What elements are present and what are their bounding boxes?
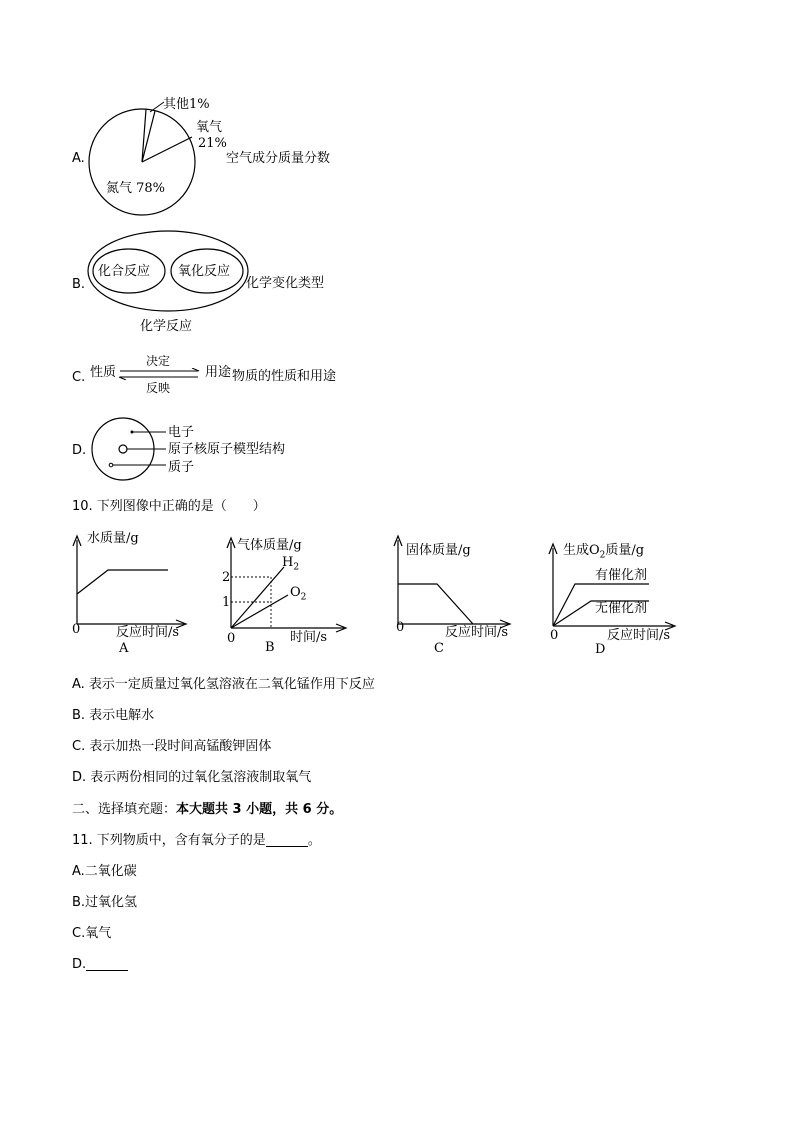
proton-dot bbox=[109, 463, 113, 467]
question-11-stem bbox=[72, 834, 321, 847]
option-b-letter: B. bbox=[72, 277, 86, 292]
graph-c-letter: C bbox=[434, 641, 444, 656]
pie-leader-other bbox=[150, 102, 164, 112]
option-d-blank[interactable] bbox=[86, 958, 128, 971]
label-oxidation-reaction: 氧化反应 bbox=[178, 264, 231, 279]
question-11-stem-post: 。 bbox=[307, 833, 321, 848]
graph-d-letter: D bbox=[595, 642, 606, 657]
label-reflects: 反映 bbox=[146, 381, 171, 395]
pie-label-nitrogen: 氮气 78% bbox=[106, 181, 166, 196]
pie-label-other: 其他1% bbox=[163, 97, 210, 112]
graph-b-line-o2 bbox=[231, 595, 288, 628]
pie-line-oxygen bbox=[142, 137, 192, 162]
label-decides: 决定 bbox=[146, 354, 171, 368]
label-use: 用途 bbox=[205, 365, 232, 380]
graph-a-letter: A bbox=[119, 641, 129, 656]
graph-b-ytick-1: 1 bbox=[222, 595, 231, 610]
pie-label-oxygen-pct: 21% bbox=[198, 136, 227, 151]
label-proton: 质子 bbox=[168, 460, 195, 475]
graph-b-ytick-2: 2 bbox=[222, 570, 231, 585]
label-electron: 电子 bbox=[168, 425, 195, 440]
section-2-heading bbox=[72, 803, 342, 816]
graph-b-line-h2 bbox=[231, 567, 284, 628]
label-property: 性质 bbox=[90, 365, 117, 380]
graph-b-ylabel: 气体质量/g bbox=[237, 538, 302, 553]
graph-a-curve bbox=[77, 570, 168, 594]
nucleus-circle bbox=[119, 445, 127, 453]
graph-c-curve bbox=[398, 584, 473, 624]
graph-b-o2-label bbox=[290, 586, 306, 603]
label-nucleus: 原子核 bbox=[168, 442, 208, 457]
graph-a-xlabel: 反应时间/s bbox=[116, 625, 180, 640]
section-2-bold: 本大题共 3 小题，共 6 分。 bbox=[176, 802, 343, 817]
graph-c-xlabel: 反应时间/s bbox=[445, 625, 509, 640]
section-2-prefix: 二、选择填充题： bbox=[72, 802, 177, 817]
graph-c-ylabel: 固体质量/g bbox=[406, 543, 471, 558]
question-11-option-d-letter: D. bbox=[72, 957, 87, 972]
label-combination-reaction: 化合反应 bbox=[98, 264, 151, 279]
question-11-stem-pre: 11. 下列物质中，含有氧分子的是 bbox=[72, 833, 266, 848]
air-composition-pie bbox=[80, 92, 240, 222]
graph-d-ylabel-post: 质量/g bbox=[605, 543, 645, 558]
question-11-option-b: B.过氧化氢 bbox=[72, 895, 138, 910]
option-d-caption: 原子模型结构 bbox=[207, 442, 286, 457]
atom-model-diagram bbox=[88, 416, 168, 482]
graph-d-ylabel-sub: 2 bbox=[599, 550, 606, 561]
option-a-letter: A. bbox=[72, 151, 85, 166]
graph-d-label-no-catalyst: 无催化剂 bbox=[595, 601, 648, 616]
graph-d-xlabel: 反应时间/s bbox=[607, 628, 671, 643]
graph-d-ylabel bbox=[563, 544, 644, 561]
pie-label-oxygen-name: 氧气 bbox=[196, 120, 223, 135]
option-c-caption: 物质的性质和用途 bbox=[232, 369, 337, 384]
graph-b-h2-sub: 2 bbox=[293, 562, 300, 573]
graph-b-h2-text: H bbox=[282, 555, 294, 570]
question-10-option-b: B. 表示电解水 bbox=[72, 708, 155, 723]
answer-blank[interactable] bbox=[266, 834, 308, 847]
question-10-option-a: A. 表示一定质量过氧化氢溶液在二氧化锰作用下反应 bbox=[72, 677, 375, 692]
question-11-option-d bbox=[72, 958, 128, 971]
graph-b-origin: 0 bbox=[227, 631, 236, 646]
graph-d-ylabel-pre: 生成O bbox=[563, 543, 600, 558]
question-11-option-a: A.二氧化碳 bbox=[72, 864, 137, 879]
question-11-option-c: C.氧气 bbox=[72, 926, 112, 941]
graph-a-origin: 0 bbox=[72, 622, 81, 637]
graph-b-o2-sub: 2 bbox=[300, 592, 307, 603]
question-10-option-d: D. 表示两份相同的过氧化氢溶液制取氧气 bbox=[72, 770, 312, 785]
option-b-caption: 化学变化类型 bbox=[246, 276, 325, 291]
question-10-option-c: C. 表示加热一段时间高锰酸钾固体 bbox=[72, 739, 272, 754]
graph-b-o2-text: O bbox=[290, 585, 301, 600]
graph-b-xlabel: 时间/s bbox=[290, 630, 328, 645]
question-10-stem: 10. 下列图像中正确的是（ ） bbox=[72, 499, 266, 514]
option-a-caption: 空气成分质量分数 bbox=[226, 151, 331, 166]
graph-d-origin: 0 bbox=[550, 628, 559, 643]
double-arrow bbox=[118, 368, 202, 380]
option-d-letter: D. bbox=[72, 443, 87, 458]
graph-a-ylabel: 水质量/g bbox=[87, 531, 139, 546]
graph-c-origin: 0 bbox=[396, 620, 405, 635]
label-chemical-reaction: 化学反应 bbox=[140, 319, 193, 334]
option-c-letter: C. bbox=[72, 370, 86, 385]
graph-b-h2-label bbox=[282, 556, 299, 573]
graph-b-letter: B bbox=[265, 640, 275, 655]
graph-d-label-catalyst: 有催化剂 bbox=[595, 568, 648, 583]
